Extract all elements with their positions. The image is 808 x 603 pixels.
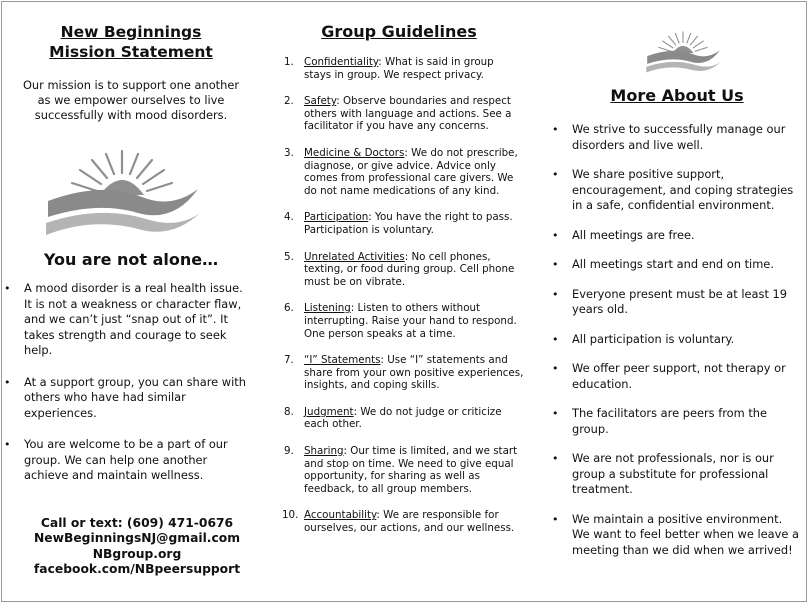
- guideline-item: [268, 95, 524, 133]
- guideline-term: “I” Statements: [304, 354, 381, 367]
- guideline-term: Confidentiality: [304, 56, 379, 68]
- guideline-item: [268, 445, 524, 495]
- guideline-number: 9.: [284, 445, 294, 458]
- guideline-item: [268, 509, 524, 534]
- guideline-item: [268, 56, 524, 81]
- guideline-text: : Our time is limited, and we start and stop on time. We need to give equal opportunity, for sharing as well as feedback, to all group members.: [304, 445, 518, 495]
- guideline-term: Safety: [304, 95, 337, 108]
- guideline-number: 7.: [284, 354, 294, 367]
- list-item: • All participation is voluntary.: [548, 332, 800, 348]
- mission-title-line2: Mission Statement: [49, 43, 213, 61]
- list-item: • All meetings are free.: [548, 228, 800, 244]
- list-item: • We are not professionals, nor is our group a substitute for professional treatment.: [548, 451, 800, 498]
- guideline-text: : Observe boundaries and respect others with language and actions. See a facilitator if you have any concerns.: [304, 95, 512, 133]
- mission-column: [0, 0, 262, 578]
- guideline-number: 10.: [282, 509, 299, 522]
- list-item: • A mood disorder is a real health issue. It is not a weakness or character flaw, and we can’t just “snap out of it”. It takes strength and courage to seek help.: [0, 281, 248, 359]
- sun-over-waves-logo-icon: [644, 28, 722, 74]
- guideline-term: Sharing: [304, 445, 344, 458]
- guideline-text: : We are responsible for ourselves, our actions, and our wellness.: [304, 509, 515, 535]
- more-about-list: [548, 122, 806, 558]
- guideline-text: : You have the right to pass. Participation is voluntary.: [304, 211, 513, 236]
- list-item: • Everyone present must be at least 19 years old.: [548, 287, 800, 318]
- guideline-item: [268, 302, 524, 340]
- not-alone-heading: You are not alone…: [43, 250, 219, 269]
- email-link[interactable]: NewBeginningsNJ@gmail.com: [33, 531, 241, 545]
- list-item: • All meetings start and end on time.: [548, 257, 800, 273]
- contact-block: [0, 516, 262, 578]
- guideline-item: [268, 211, 524, 236]
- guideline-text: : We do not judge or criticize each other.: [304, 405, 502, 431]
- guideline-term: Listening: [304, 302, 351, 315]
- list-item: • We offer peer support, not therapy or education.: [548, 361, 800, 392]
- guideline-number: 4.: [284, 211, 294, 224]
- guideline-text: : No cell phones, texting, or food during group. Cell phone must be on vibrate.: [304, 250, 515, 288]
- mission-title: [0, 22, 262, 62]
- guideline-number: 1.: [284, 56, 294, 68]
- guideline-text: : Use “I” statements and share from your own positive experiences, insights, and coping skills.: [304, 354, 524, 392]
- mission-statement: Our mission is to support one another as we empower ourselves to live successfully with mood disorders.: [22, 78, 240, 122]
- guidelines-title: Group Guidelines: [321, 22, 477, 41]
- more-about-title: More About Us: [610, 86, 744, 105]
- guideline-number: 8.: [284, 405, 294, 418]
- guideline-number: 5.: [284, 250, 294, 263]
- list-item: • We strive to successfully manage our disorders and live well.: [548, 122, 800, 153]
- guidelines-column: [268, 0, 530, 549]
- guideline-term: Accountability: [304, 509, 377, 522]
- guidelines-list: [268, 56, 530, 535]
- guideline-item: [268, 406, 524, 431]
- list-item: • We share positive support, encouragement, and coping strategies in a safe, confidential environment.: [548, 167, 800, 214]
- phone-text: Call or text: (609) 471-0676: [40, 515, 234, 530]
- guideline-text: : Listen to others without interrupting. Raise your hand to respond. One person speaks at a time.: [304, 302, 517, 340]
- guideline-item: [268, 147, 524, 197]
- list-item: • The facilitators are peers from the group.: [548, 406, 800, 437]
- list-item: • You are welcome to be a part of our group. We can help one another achieve and maintain wellness.: [0, 437, 248, 484]
- guideline-number: 2.: [284, 95, 294, 108]
- guideline-item: [268, 354, 524, 392]
- website-link[interactable]: NBgroup.org: [92, 546, 182, 561]
- list-item: • We maintain a positive environment. We want to feel better when we leave a meeting than we did when we arrived!: [548, 512, 800, 559]
- list-item: • At a support group, you can share with others who have had similar experiences.: [0, 375, 248, 422]
- guideline-term: Unrelated Activities: [304, 250, 405, 263]
- sun-over-waves-logo-icon: [42, 143, 202, 238]
- guideline-text: : We do not prescribe, diagnose, or give advice. Advice only comes from professional care givers. We do not name medications of any kind.: [304, 146, 518, 197]
- guideline-term: Judgment: [304, 405, 354, 418]
- guideline-text: : What is said in group stays in group. We respect privacy.: [304, 56, 494, 81]
- guideline-term: Medicine & Doctors: [304, 146, 405, 159]
- guideline-number: 3.: [284, 146, 294, 159]
- more-about-column: [548, 0, 806, 558]
- facebook-link[interactable]: facebook.com/NBpeersupport: [33, 562, 241, 576]
- guideline-term: Participation: [304, 211, 369, 224]
- guideline-item: [268, 251, 524, 289]
- not-alone-list: [0, 281, 262, 484]
- guideline-number: 6.: [284, 302, 294, 315]
- mission-title-line1: New Beginnings: [60, 23, 202, 41]
